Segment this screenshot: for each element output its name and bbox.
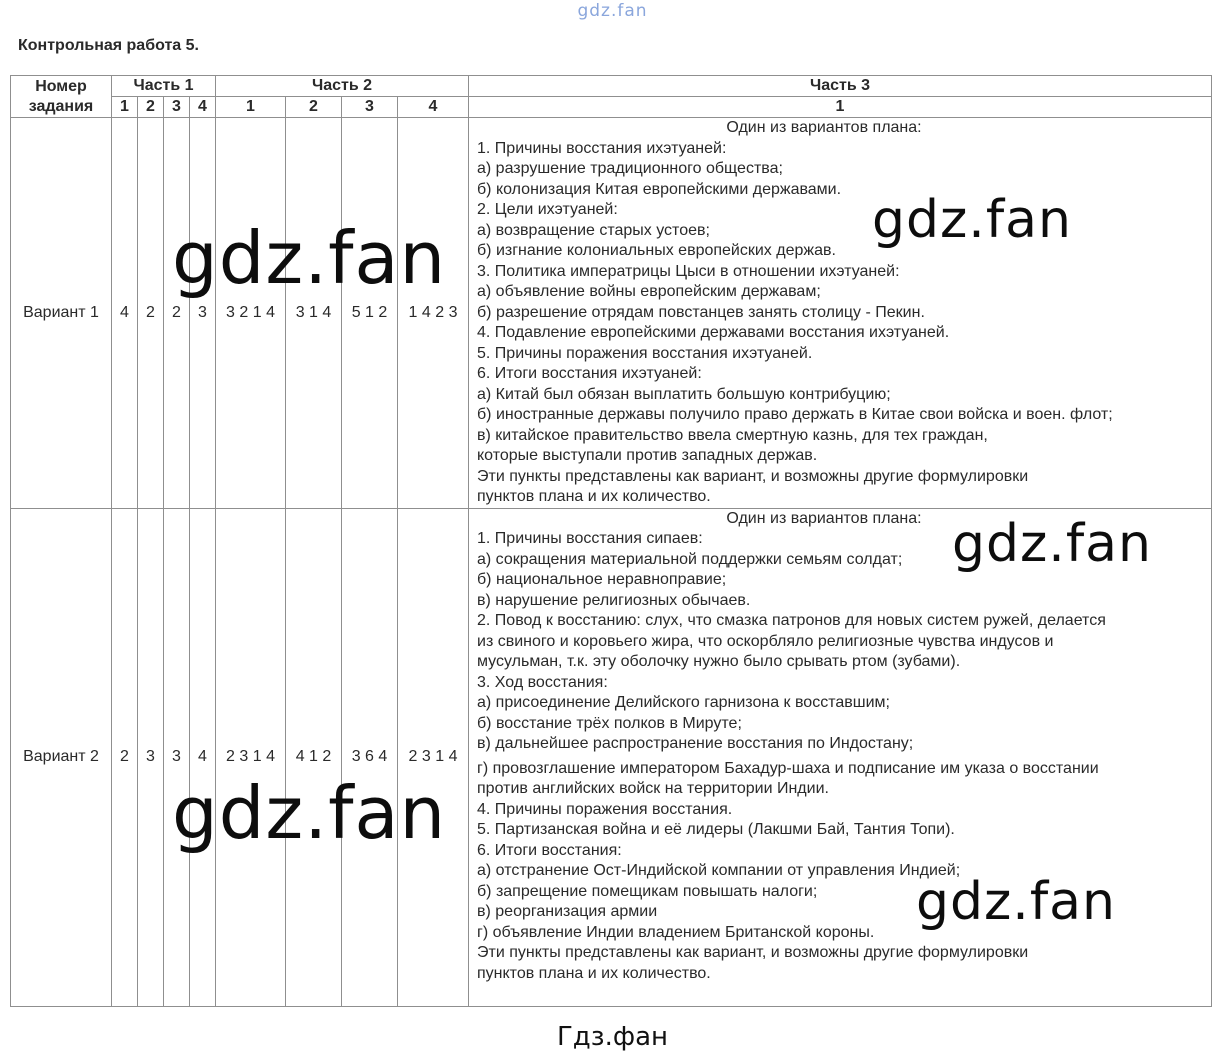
page-title: Контрольная работа 5. [18,37,199,54]
plan-line: б) национальное неравноправие; [477,571,727,588]
header-part2-num: 4 [398,97,469,118]
plan-line: мусульман, т.к. эту оболочку нужно было срывать ртом (зубами). [477,653,961,670]
plan-line: а) присоединение Делийского гарнизона к восставшим; [477,694,890,711]
plan-line: в) китайское правительство ввела смертную казнь, для тех граждан, [477,426,988,444]
variant-label: Вариант 2 [11,508,112,1007]
answer-cell: 4 1 2 [286,508,342,1007]
plan-line: а) объявление войны европейским державам; [477,283,821,300]
plan-cell [469,118,1212,509]
header-part1-num: 2 [138,97,164,118]
plan-line: 4. Причины поражения восстания. [477,800,733,818]
answer-cell: 2 3 1 4 [216,508,286,1007]
header-part3-num: 1 [469,97,1212,118]
answer-cell: 1 4 2 3 [398,118,469,509]
answer-cell: 3 1 4 [286,118,342,509]
header-part3: Часть 3 [469,76,1212,97]
watermark: gdz.fan [872,190,1072,250]
plan-line: 1. Причины восстания сипаев: [477,530,703,547]
header-part1-num: 3 [164,97,190,118]
answer-cell: 2 3 1 4 [398,508,469,1007]
watermark: gdz.fan [916,872,1116,932]
plan-line: пунктов плана и их количество. [477,964,711,982]
plan-line: а) Китай был обязан выплатить большую контрибуцию; [477,385,891,403]
plan-line: в) реорганизация армии [477,903,658,920]
header-part2-num: 3 [342,97,398,118]
plan-line: в) нарушение религиозных обычаев. [477,591,751,609]
header-part1: Часть 1 [112,76,216,97]
header-part2-num: 1 [216,97,286,118]
plan-title: Один из вариантов плана: [726,119,922,136]
plan-line: пунктов плана и их количество. [477,488,711,505]
plan-line: которые выступали против западных держав. [477,447,818,464]
answer-cell: 4 [112,118,138,509]
answer-cell: 3 [138,508,164,1007]
watermark: gdz.fan [172,771,447,855]
plan-line: Эти пункты представлены как вариант, и возможны другие формулировки [477,467,1029,485]
answer-cell: 5 1 2 [342,118,398,509]
header-part2: Часть 2 [216,76,469,97]
plan-line: б) восстание трёх полков в Мируте; [477,714,742,732]
plan-line: 2. Цели ихэтуаней: [477,201,618,218]
plan-line: 5. Причины поражения восстания ихэтуаней. [477,344,813,362]
plan-title: Один из вариантов плана: [726,509,922,527]
variant-label: Вариант 1 [11,118,112,509]
header-part1-num: 4 [190,97,216,118]
plan-line: из свиного и коровьего жира, что оскорбляло религиозные чувства индусов и [477,632,1054,650]
header-row-sub [11,97,1212,118]
plan-line: б) разрешение отрядам повстанцев занять столицу - Пекин. [477,303,925,321]
plan-line: 1. Причины восстания ихэтуаней: [477,139,727,157]
header-part1-num: 1 [112,97,138,118]
plan-line: против английских войск на территории Индии. [477,780,829,797]
header-row-main [11,76,1212,97]
answer-cell: 3 6 4 [342,508,398,1007]
plan-line: б) колонизация Китая европейскими державами. [477,180,842,198]
table-row [11,118,1212,509]
footer-caption: Гдз.фан [556,1022,669,1052]
watermark: gdz.fan [172,216,447,300]
answer-cell: 4 [190,508,216,1007]
plan-line: а) отстранение Ост-Индийской компании от управления Индией; [477,862,961,879]
plan-line: в) дальнейшее распространение восстания по Индостану; [477,735,914,752]
plan-line: 6. Итоги восстания: [477,841,622,859]
plan-line: Эти пункты представлены как вариант, и возможны другие формулировки [477,944,1029,961]
plan-line: 4. Подавление европейскими державами восстания ихэтуаней. [477,324,950,341]
answer-cell: 2 [138,118,164,509]
plan-line: 3. Политика императрицы Цыси в отношении ихэтуаней: [477,262,900,280]
header-part2-num: 2 [286,97,342,118]
answer-cell: 3 [190,118,216,509]
plan-line: 2. Повод к восстанию: слух, что смазка патронов для новых систем ружей, делается [477,612,1106,629]
top-watermark: gdz.fan [577,1,648,21]
plan-line: б) запрещение помещикам повышать налоги; [477,882,818,900]
plan-list [477,139,1211,508]
answer-cell: 2 [112,508,138,1007]
plan-line: а) разрушение традиционного общества; [477,160,783,177]
plan-line: б) изгнание колониальных европейских держав. [477,242,836,259]
plan-line: 6. Итоги восстания ихэтуаней: [477,365,702,382]
answer-cell: 3 [164,508,190,1007]
plan-line: г) объявление Индии владением Британской короны. [477,923,875,941]
plan-line: а) сокращения материальной поддержки семьям солдат; [477,550,903,568]
watermark: gdz.fan [952,514,1152,574]
plan-line: б) иностранные державы получило право держать в Китае свои войска и воен. флот; [477,406,1113,423]
answer-cell: 3 2 1 4 [216,118,286,509]
plan-line: а) возвращение старых устоев; [477,221,710,239]
header-task-number: Номер задания [11,76,112,118]
plan-line: 5. Партизанская война и её лидеры (Лакшми Бай, Тантия Топи). [477,821,955,838]
plan-line: г) провозглашение императором Бахадур-шаха и подписание им указа о восстании [477,759,1099,777]
answer-cell: 2 [164,118,190,509]
plan-line: 3. Ход восстания: [477,673,608,691]
